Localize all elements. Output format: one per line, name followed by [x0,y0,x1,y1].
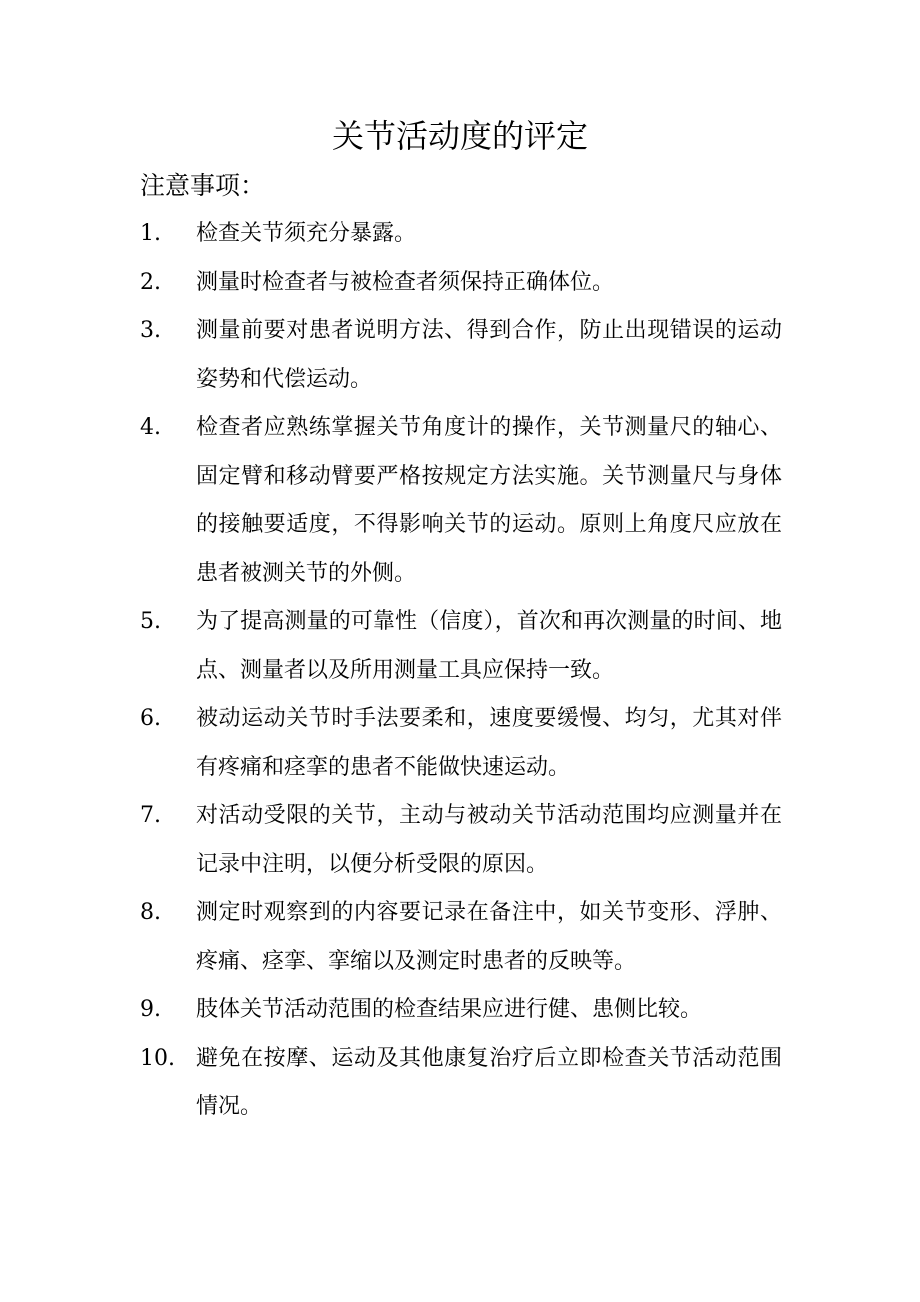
item-text: 测量时检查者与被检查者须保持正确体位。 [196,269,615,295]
list-item [0,1035,920,1132]
list-item [0,986,920,1035]
item-text: 肢体关节活动范围的检查结果应进行健、患侧比较。 [196,997,703,1022]
list-item [0,792,920,889]
list-item [0,695,920,792]
item-number: 9. [140,997,161,1022]
section-heading: 注意事项： [140,171,266,200]
item-text: 避免在按摩、运动及其他康复治疗后立即检查关节活动范围情况。 [196,1045,782,1119]
item-number: 6. [140,706,161,731]
item-number: 2. [140,269,161,295]
item-number: 5. [140,609,161,634]
item-text: 测量前要对患者说明方法、得到合作，防止出现错误的运动姿势和代偿运动。 [196,318,782,392]
item-number: 1. [140,221,161,246]
item-text: 测定时观察到的内容要记录在备注中，如关节变形、浮肿、疼痛、痉挛、挛缩以及测定时患者的反映等。 [196,900,782,974]
item-number: 8. [140,900,161,925]
item-number: 4. [140,415,161,440]
list-item [0,259,920,308]
list-item [0,598,920,695]
item-text: 被动运动关节时手法要柔和，速度要缓慢、均匀，尤其对伴有疼痛和痉挛的患者不能做快速运动。 [196,706,782,780]
item-number: 7. [140,803,161,828]
item-number: 10. [140,1045,175,1071]
list-item [0,210,920,259]
list-item [0,404,920,598]
notes-list [0,210,920,1132]
item-text: 对活动受限的关节，主动与被动关节活动范围均应测量并在记录中注明，以便分析受限的原因。 [196,803,782,877]
item-number: 3. [140,318,161,343]
item-text: 为了提高测量的可靠性（信度），首次和再次测量的时间、地点、测量者以及所用测量工具应保持一致。 [196,609,782,683]
item-text: 检查关节须充分暴露。 [196,221,417,246]
list-item [0,307,920,404]
list-item [0,889,920,986]
item-text: 检查者应熟练掌握关节角度计的操作，关节测量尺的轴心、固定臂和移动臂要严格按规定方法实施。关节测量尺与身体的接触要适度，不得影响关节的运动。原则上角度尺应放在患者被测关节的外侧。 [196,415,782,586]
page-title: 关节活动度的评定 [331,117,588,155]
